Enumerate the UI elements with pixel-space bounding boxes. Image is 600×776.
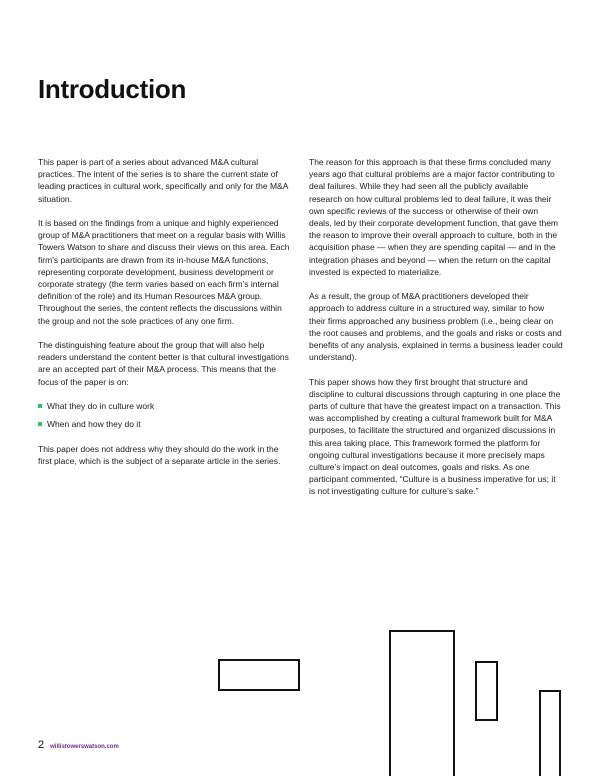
- list-item: [38, 400, 292, 412]
- left-column: [38, 156, 292, 479]
- footer-url: willistowerswatson.com: [50, 744, 119, 750]
- approach-paragraph-3: This paper shows how they first brought that structure and discipline to cultural discussions through capturing in one place the parts of culture that have the greatest impact on a transaction. This was accomplished by creating a cultural framework built for M&A purposes, to facilitate the structured and organized discussions in this area taking place. This framework formed the platform for ongoing cultural investigations because it more precisely maps culture’s impact on deal outcomes, goals and risks. As one participant commented, “Culture is a business imperative for us; it is not investigating culture for culture’s sake.”: [309, 376, 561, 497]
- intro-paragraph-1: This paper is part of a series about advanced M&A cultural practices. The intent of the series is to share the current state of leading practices in cultural work, specifically and only for the M&A situation.: [38, 157, 288, 204]
- approach-paragraph-1: The reason for this approach is that these firms concluded many years ago that cultural problems are a major factor contributing to deal failures. While they had seen all the publicly available research on how cultural problems led to deal failure, it was their own specific reviews of the success or otherwise of their own deals, led by their corporate development function, that gave them the reason to improve their overall approach to culture, both in the acquisition phase — when they are spending capital — and in the integration phases and beyond — when the return on the capital invested is expected to materialize.: [309, 157, 559, 277]
- list-item-text: When and how they do it: [47, 419, 141, 430]
- square-bullet-icon: [38, 404, 42, 408]
- decorative-rectangle: [389, 630, 455, 776]
- intro-paragraph-4: This paper does not address why they should do the work in the first place, which is the subject of a separate article in the series.: [38, 443, 281, 466]
- approach-paragraph-2: As a result, the group of M&A practitioners developed their approach to address culture in a structured way, similar to how their firms approached any business problem (i.e., being clear on the root causes and problems, and the goals and risks or costs and benefits of any analysis, explained in terms a business leader could understand).: [309, 291, 563, 363]
- page-number: 2: [38, 739, 45, 751]
- page-title: Introduction: [38, 74, 187, 104]
- list-item-text: What they do in culture work: [47, 401, 155, 412]
- focus-list: [38, 400, 292, 430]
- decorative-rectangle: [539, 690, 561, 776]
- intro-paragraph-2: It is based on the findings from a unique and highly experienced group of M&A practitioners that meet on a regular basis with Willis Towers Watson to share and discuss their views on this area. Each firm’s participants are drawn from its in-house M&A functions, representing corporate development, business development or corporate strategy (the term varies based on each firm’s internal definition of the role) and its Human Resources M&A group. Throughout the series, the content reflects the discussions within the group and not the sole practices of any one firm.: [38, 218, 290, 326]
- decorative-rectangle: [475, 661, 498, 721]
- intro-paragraph-3: The distinguishing feature about the group that will also help readers understand the content better is that cultural investigations are an accepted part of their M&A process. This means that the focus of the paper is on:: [38, 340, 289, 387]
- list-item: [38, 418, 292, 430]
- square-bullet-icon: [38, 422, 42, 426]
- page-footer: [38, 739, 119, 751]
- right-column: [309, 156, 563, 510]
- decorative-rectangle: [218, 659, 300, 691]
